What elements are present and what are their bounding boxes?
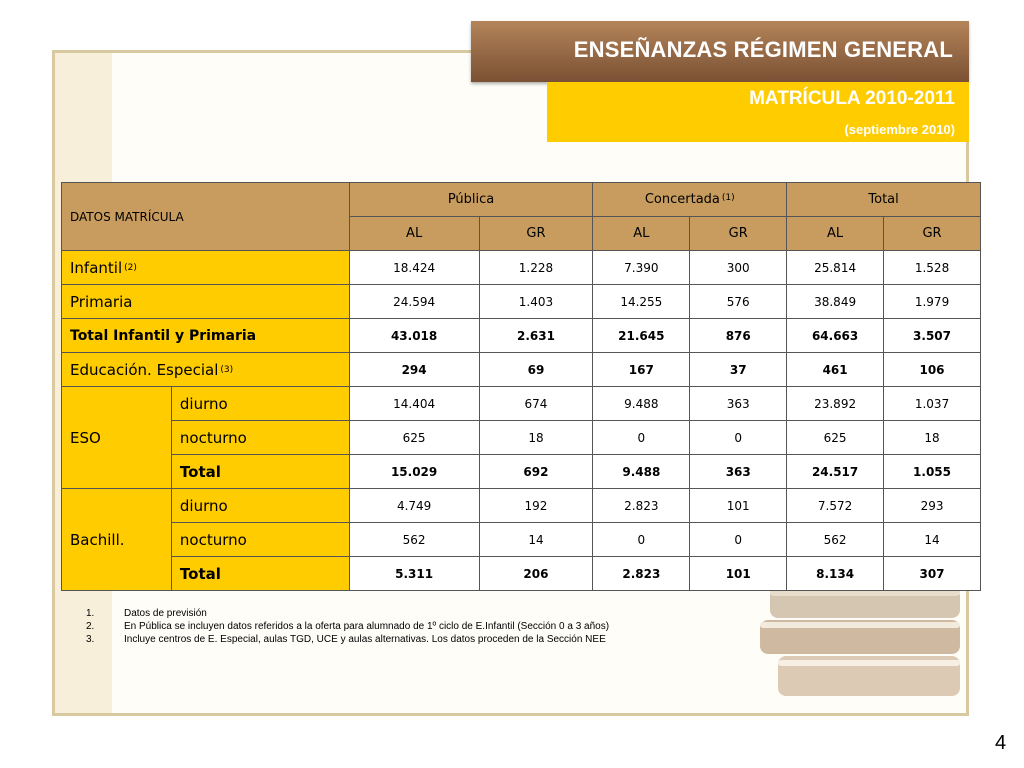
table-cell: 14 <box>479 523 593 557</box>
table-cell: 562 <box>349 523 479 557</box>
table-row-bach-total <box>62 557 981 591</box>
concertada-note: (1) <box>721 193 735 203</box>
row-label-eso-nocturno: nocturno <box>171 421 349 455</box>
row-label-eso-total: Total <box>171 455 349 489</box>
table-cell: 38.849 <box>787 285 884 319</box>
row-label-infantil <box>62 251 350 285</box>
table-cell: 625 <box>787 421 884 455</box>
subtitle-date: (septiembre 2010) <box>844 122 955 137</box>
table-cell: 14.255 <box>593 285 690 319</box>
col-header-gr: GR <box>884 217 981 251</box>
col-header-al: AL <box>787 217 884 251</box>
table-cell: 576 <box>690 285 787 319</box>
table-cell: 18.424 <box>349 251 479 285</box>
table-cell: 167 <box>593 353 690 387</box>
group-header-total: Total <box>787 183 981 217</box>
page-number: 4 <box>995 732 1007 754</box>
table-cell: 4.749 <box>349 489 479 523</box>
table-cell: 15.029 <box>349 455 479 489</box>
table-cell: 192 <box>479 489 593 523</box>
table-cell: 23.892 <box>787 387 884 421</box>
table-cell: 5.311 <box>349 557 479 591</box>
table-cell: 14 <box>884 523 981 557</box>
table-cell: 3.507 <box>884 319 981 353</box>
table-cell: 101 <box>690 557 787 591</box>
footnote-number: 1. <box>86 608 95 619</box>
table-cell: 307 <box>884 557 981 591</box>
page-title: ENSEÑANZAS RÉGIMEN GENERAL <box>573 37 953 62</box>
table-row-especial <box>62 353 981 387</box>
table-cell: 64.663 <box>787 319 884 353</box>
table-cell: 7.390 <box>593 251 690 285</box>
table-cell: 24.594 <box>349 285 479 319</box>
row-group-label-bach: Bachill. <box>62 489 172 591</box>
table-cell: 300 <box>690 251 787 285</box>
table-cell: 0 <box>593 523 690 557</box>
table-cell: 106 <box>884 353 981 387</box>
table-cell: 43.018 <box>349 319 479 353</box>
table-cell: 0 <box>690 421 787 455</box>
table-cell: 1.055 <box>884 455 981 489</box>
table-cell: 9.488 <box>593 387 690 421</box>
table-cell: 363 <box>690 455 787 489</box>
row-label-bach-diurno: diurno <box>171 489 349 523</box>
row-label-bach-total: Total <box>171 557 349 591</box>
especial-label: Educación. Especial <box>70 360 219 379</box>
enrollment-table <box>61 182 981 591</box>
table-cell: 2.823 <box>593 489 690 523</box>
corner-header: DATOS MATRÍCULA <box>62 183 350 251</box>
row-label-bach-nocturno: nocturno <box>171 523 349 557</box>
table-row-bach-diurno <box>62 489 981 523</box>
title-bar <box>471 21 969 82</box>
table-cell: 294 <box>349 353 479 387</box>
table-cell: 1.403 <box>479 285 593 319</box>
table-cell: 37 <box>690 353 787 387</box>
footnote <box>86 620 609 633</box>
row-label-eso-diurno: diurno <box>171 387 349 421</box>
table-row-primaria <box>62 285 981 319</box>
table-cell: 69 <box>479 353 593 387</box>
table-cell: 1.228 <box>479 251 593 285</box>
table-cell: 206 <box>479 557 593 591</box>
table-cell: 293 <box>884 489 981 523</box>
col-header-al: AL <box>593 217 690 251</box>
footnote-text: Incluye centros de E. Especial, aulas TGD, UCE y aulas alternativas. Los datos proceden de la Sección NEE <box>124 634 606 645</box>
table-cell: 2.823 <box>593 557 690 591</box>
row-label-total-ip: Total Infantil y Primaria <box>62 319 350 353</box>
table-cell: 14.404 <box>349 387 479 421</box>
row-label-especial <box>62 353 350 387</box>
infantil-note: (2) <box>124 262 137 273</box>
table-cell: 0 <box>593 421 690 455</box>
table-cell: 461 <box>787 353 884 387</box>
table-cell: 625 <box>349 421 479 455</box>
table-header-row <box>62 183 981 217</box>
table-cell: 1.979 <box>884 285 981 319</box>
table-cell: 1.528 <box>884 251 981 285</box>
footnote-text: En Pública se incluyen datos referidos a la oferta para alumnado de 1º ciclo de E.Infantil (Sección 0 a 3 años) <box>124 621 610 632</box>
table-row-bach-nocturno <box>62 523 981 557</box>
table-row-total-infantil-primaria <box>62 319 981 353</box>
table-cell: 7.572 <box>787 489 884 523</box>
footnotes <box>86 607 609 646</box>
table-cell: 101 <box>690 489 787 523</box>
table-cell: 25.814 <box>787 251 884 285</box>
table-cell: 562 <box>787 523 884 557</box>
footnote-number: 2. <box>86 621 95 632</box>
col-header-gr: GR <box>479 217 593 251</box>
group-header-concertada <box>593 183 787 217</box>
table-cell: 21.645 <box>593 319 690 353</box>
especial-note: (3) <box>220 364 234 375</box>
table-cell: 0 <box>690 523 787 557</box>
table-cell: 18 <box>479 421 593 455</box>
concertada-label: Concertada <box>644 192 720 207</box>
col-header-al: AL <box>349 217 479 251</box>
table-cell: 1.037 <box>884 387 981 421</box>
subtitle-bar <box>547 82 969 142</box>
table-cell: 2.631 <box>479 319 593 353</box>
row-label-primaria: Primaria <box>62 285 350 319</box>
table-row-eso-nocturno <box>62 421 981 455</box>
table-cell: 692 <box>479 455 593 489</box>
table-row-eso-total <box>62 455 981 489</box>
table-cell: 674 <box>479 387 593 421</box>
table-row-eso-diurno <box>62 387 981 421</box>
footnote <box>86 633 609 646</box>
table-cell: 363 <box>690 387 787 421</box>
col-header-gr: GR <box>690 217 787 251</box>
table-cell: 18 <box>884 421 981 455</box>
footnote-number: 3. <box>86 634 95 645</box>
row-group-label-eso: ESO <box>62 387 172 489</box>
table-cell: 876 <box>690 319 787 353</box>
table-cell: 24.517 <box>787 455 884 489</box>
footnote <box>86 607 609 620</box>
table-cell: 8.134 <box>787 557 884 591</box>
group-header-publica: Pública <box>349 183 593 217</box>
table-row-infantil <box>62 251 981 285</box>
infantil-label: Infantil <box>70 258 123 277</box>
page-subtitle: MATRÍCULA 2010-2011 <box>749 88 955 109</box>
footnote-text: Datos de previsión <box>124 608 207 619</box>
table-cell: 9.488 <box>593 455 690 489</box>
